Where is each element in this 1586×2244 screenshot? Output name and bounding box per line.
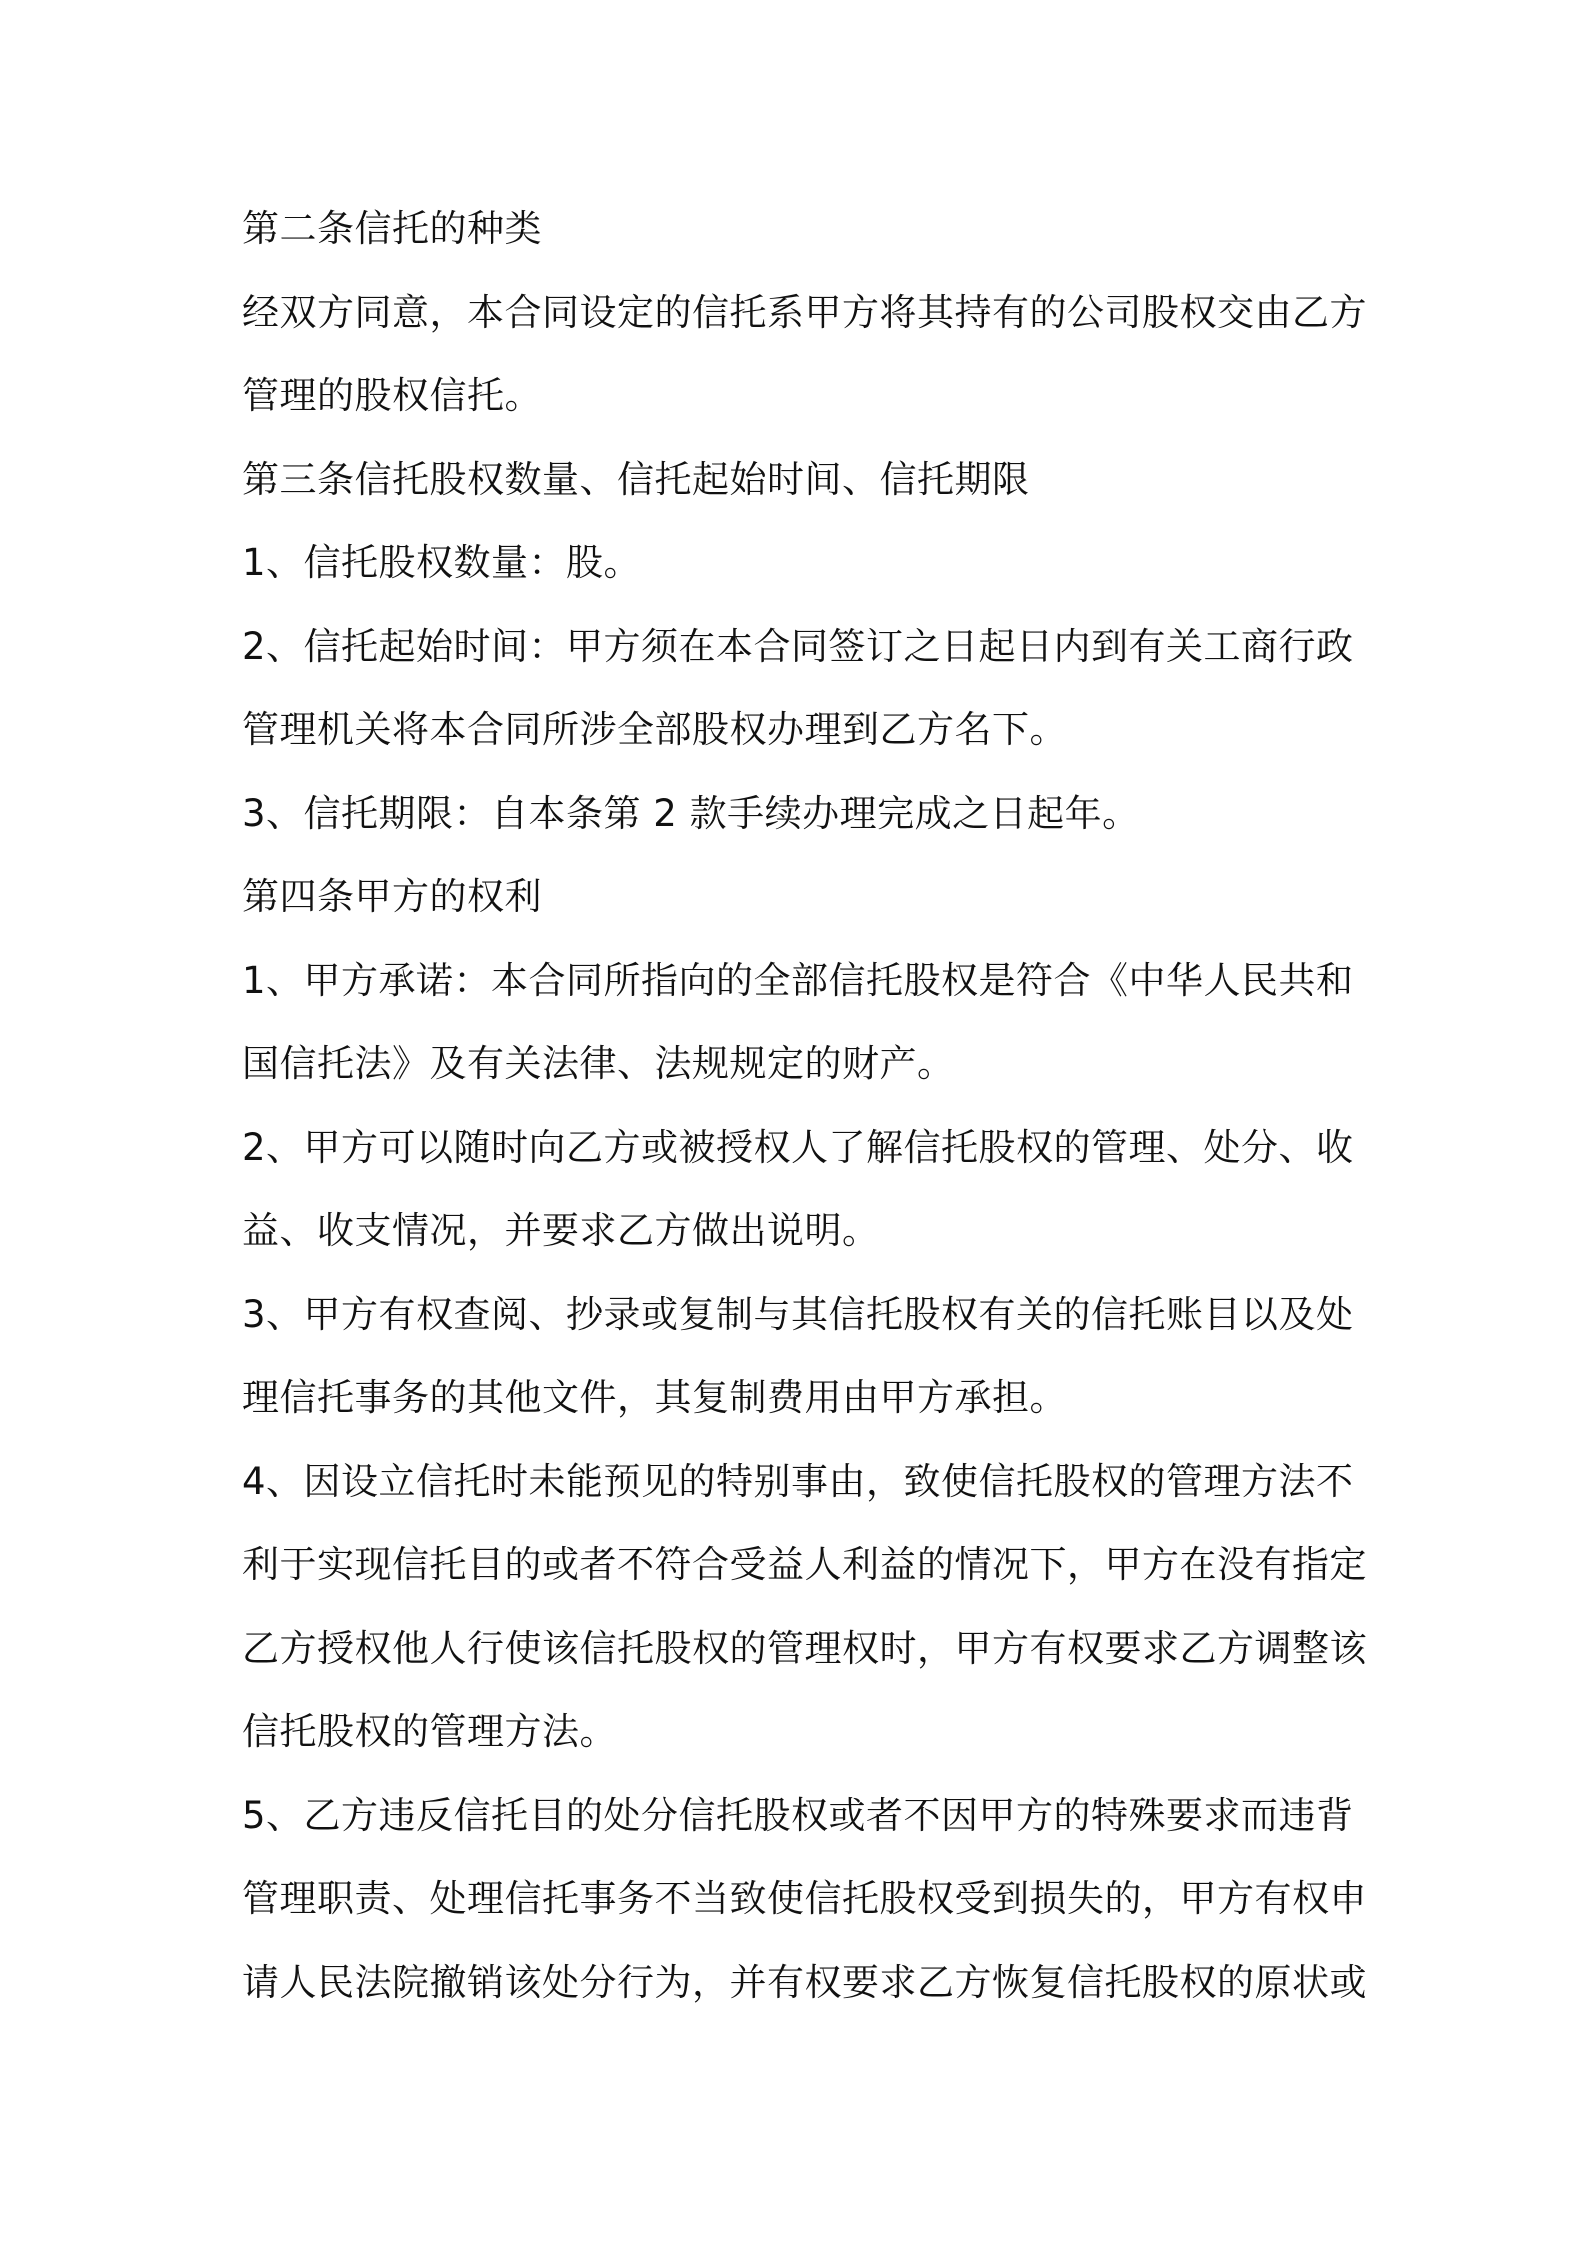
- article-2-text-line: 管理的股权信托。: [242, 374, 542, 417]
- article-3-heading: 第三条信托股权数量、信托起始时间、信托期限: [242, 458, 1030, 501]
- article-4-item-1: 1、甲方承诺：本合同所指向的全部信托股权是符合《中华人民共和: [242, 959, 1354, 1002]
- article-4-item-5-cont: 管理职责、处理信托事务不当致使信托股权受到损失的，甲方有权申: [242, 1877, 1367, 1920]
- article-4-heading: 第四条甲方的权利: [242, 875, 542, 918]
- article-4-item-4-cont: 利于实现信托目的或者不符合受益人利益的情况下，甲方在没有指定: [242, 1543, 1367, 1586]
- article-2-heading: 第二条信托的种类: [242, 207, 542, 250]
- article-4-item-5: 5、乙方违反信托目的处分信托股权或者不因甲方的特殊要求而违背: [242, 1794, 1354, 1837]
- article-4-item-4: 4、因设立信托时未能预见的特别事由，致使信托股权的管理方法不: [242, 1460, 1354, 1503]
- article-4-item-2-cont: 益、收支情况，并要求乙方做出说明。: [242, 1209, 880, 1252]
- article-4-item-2: 2、甲方可以随时向乙方或被授权人了解信托股权的管理、处分、收: [242, 1126, 1354, 1169]
- article-3-item-2-cont: 管理机关将本合同所涉全部股权办理到乙方名下。: [242, 708, 1067, 751]
- article-4-item-3: 3、甲方有权查阅、抄录或复制与其信托股权有关的信托账目以及处: [242, 1293, 1354, 1336]
- article-3-item-3: 3、信托期限：自本条第 2 款手续办理完成之日起年。: [242, 792, 1140, 835]
- article-4-item-4-cont: 乙方授权他人行使该信托股权的管理权时，甲方有权要求乙方调整该: [242, 1627, 1367, 1670]
- article-3-item-2: 2、信托起始时间：甲方须在本合同签订之日起日内到有关工商行政: [242, 625, 1354, 668]
- article-4-item-1-cont: 国信托法》及有关法律、法规规定的财产。: [242, 1042, 955, 1085]
- article-4-item-3-cont: 理信托事务的其他文件，其复制费用由甲方承担。: [242, 1376, 1067, 1419]
- article-4-item-4-cont: 信托股权的管理方法。: [242, 1710, 617, 1753]
- article-3-item-1: 1、信托股权数量：股。: [242, 541, 642, 584]
- article-4-item-5-cont: 请人民法院撤销该处分行为，并有权要求乙方恢复信托股权的原状或: [242, 1961, 1367, 2004]
- article-2-text-line: 经双方同意，本合同设定的信托系甲方将其持有的公司股权交由乙方: [242, 291, 1367, 334]
